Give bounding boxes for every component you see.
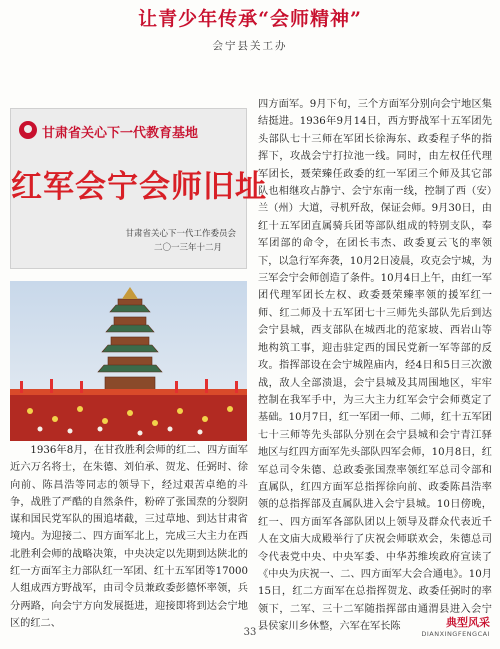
plaque-main-inscription: 红军会宁会师旧址	[11, 169, 267, 205]
memorial-tower-illustration	[10, 281, 247, 441]
article-body-left-column	[10, 442, 248, 632]
body-paragraph: 四方面军。9月下旬，三个方面军分别向会宁地区集结挺进。1936年9月14日，西方野战军十五军团先头部队七十三师在军团长徐海东、政委程子华的指挥下，攻战会宁打拉池一线。同时，由左权任代理军团长，聂荣臻任政委的红一军团三个师及其它部队也相继攻占静宁、会宁东南一线，控制了西（安）兰（州）大道，寻机歼敌，保证会师。9月30日，由红十五军团直属骑兵团等部队组成的特别支队，奉军团部的命令，在团长韦杰、政委夏云飞的率领下，以急行军奔袭，10月2日凌晨，攻克会宁城，为三军会宁会师创造了条件。10月4日上午，由红一军团代理军团长左权、政委聂荣臻率领的援军红一师、红二师及十五军团七十三师先头部队先后到达会宁县城，西支部队在城西北的范家坡、西岩山等地构筑工事，迎击驻定西的国民党新一军等部的反攻。指挥部设在会宁城隍庙内，经4日和5日三次激战，敌人全部溃退，会宁县城及其周围地区，牢牢控制在我军手中，为三大主力红军会宁会师奠定了基础。10月7日，红一军团一师、二师，红十五军团七十三师等先头部队分别在会宁县城和会宁青江驿地区与红四方面军先头部队四军会师，10月8日，红军总司令朱德、总政委张国焘率领红军总司令部和直属队，红四方面军总指挥徐向前、政委陈昌浩率领的总指挥部及直属队进入会宁县城。10日傍晚，红一、四方面军各部队团以上领导及群众代表近千人在文庙大成殿举行了庆祝会师联欢会，朱德总司令代表党中央、中央军委、中华苏维埃政府宣读了《中央为庆祝一、二、四方面军大会合通电》。10月15日，红二方面军在总指挥贺龙、政委任弼时的率领下，二军、三十二军随指挥部由通渭县进入会宁县侯家川乡休整，六军在军长陈	[258, 99, 492, 633]
section-title: 典型风采	[446, 616, 490, 629]
article-body-right-column	[258, 96, 492, 636]
page-number: 33	[243, 627, 257, 638]
article-byline: 会宁县关工办	[212, 40, 288, 52]
plaque-signature-date: 二〇一三年十二月	[153, 243, 222, 253]
article-title: 让青少年传承“会师精神”	[138, 8, 362, 30]
section-marker	[421, 614, 490, 638]
plaque-signature-org: 甘肃省关心下一代工作委员会	[125, 229, 236, 239]
emblem-icon	[19, 121, 37, 139]
memorial-tower-photo	[10, 281, 247, 441]
body-paragraph: 1936年8月，在甘孜胜利会师的红二、四方面军近六万名将士，在朱德、刘伯承、贺龙、任弼时、徐向前、陈昌浩等同志的领导下，经过艰苦卓绝的斗争，战胜了严酷的自然条件，粉碎了张国焘的分裂阴谋和国民党军队的围追堵截，三过草地、到达甘肃省境内。为迎接二、四方面军北上，完成三大主力在西北胜利会师的战略决策，中央决定以先期到达陕北的红一方面军主力部队红一军团、红十五军团等17000人组成西方野战军，由司令员兼政委彭德怀率领，兵分两路，向会宁方向发展挺进，迎接即将到达会宁地区的红二、	[10, 445, 248, 629]
memorial-plaque-photo	[10, 108, 267, 269]
section-pinyin: DIANXINGFENGCAI	[421, 630, 490, 638]
plaque-org-name: 甘肃省关心下一代教育基地	[42, 126, 199, 141]
